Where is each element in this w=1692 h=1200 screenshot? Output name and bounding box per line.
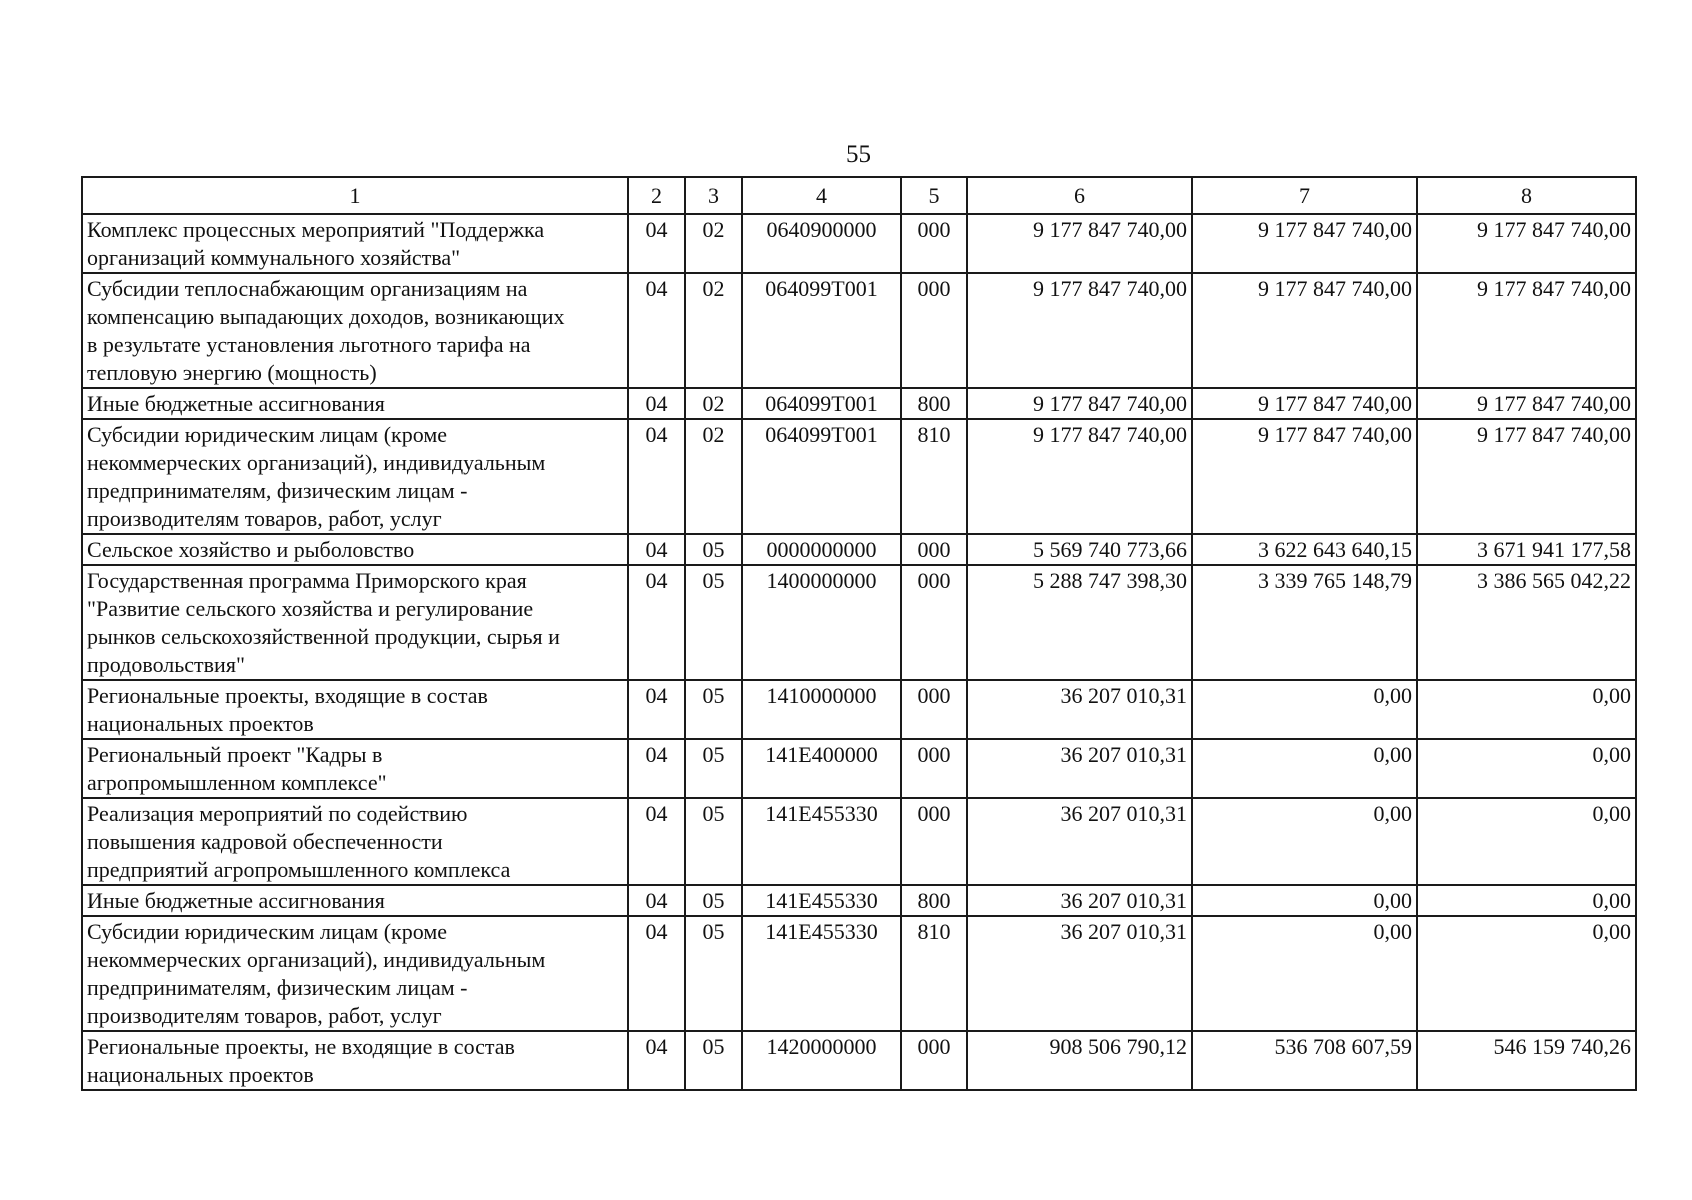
table-row	[82, 739, 1636, 798]
expense-type-cell: 800	[901, 885, 967, 916]
amount-col7-cell: 0,00	[1192, 739, 1417, 798]
row-name-line: в результате установления льготного тарифа на	[87, 332, 531, 357]
table-row	[82, 419, 1636, 534]
row-name-line: Региональные проекты, входящие в состав	[87, 683, 488, 708]
amount-col6-cell: 36 207 010,31	[967, 916, 1192, 1031]
expense-type-cell: 000	[901, 214, 967, 273]
amount-col7-cell: 9 177 847 740,00	[1192, 273, 1417, 388]
amount-col7-cell: 3 339 765 148,79	[1192, 565, 1417, 680]
table-row	[82, 565, 1636, 680]
row-name-cell	[82, 1031, 628, 1090]
amount-col6-cell: 5 288 747 398,30	[967, 565, 1192, 680]
column-header-2: 2	[628, 177, 685, 214]
target-article-cell: 0640900000	[742, 214, 901, 273]
target-article-cell: 1420000000	[742, 1031, 901, 1090]
expense-type-cell: 810	[901, 916, 967, 1031]
row-name-cell	[82, 916, 628, 1031]
row-name-line: повышения кадровой обеспеченности	[87, 829, 443, 854]
row-name-line: некоммерческих организаций), индивидуальным	[87, 450, 546, 475]
amount-col7-cell: 9 177 847 740,00	[1192, 214, 1417, 273]
subsection-code-cell: 02	[685, 419, 742, 534]
row-name-line: Иные бюджетные ассигнования	[87, 391, 385, 416]
row-name-cell	[82, 534, 628, 565]
row-name-line: компенсацию выпадающих доходов, возникающих	[87, 304, 565, 329]
row-name-line: некоммерческих организаций), индивидуальным	[87, 947, 546, 972]
row-name-line: Субсидии теплоснабжающим организациям на	[87, 276, 528, 301]
target-article-cell: 064099Т001	[742, 419, 901, 534]
subsection-code-cell: 05	[685, 739, 742, 798]
expense-type-cell: 800	[901, 388, 967, 419]
table-row	[82, 214, 1636, 273]
amount-col8-cell: 9 177 847 740,00	[1417, 273, 1636, 388]
amount-col8-cell: 3 386 565 042,22	[1417, 565, 1636, 680]
expense-type-cell: 000	[901, 798, 967, 885]
table-row	[82, 273, 1636, 388]
row-name-line: Реализация мероприятий по содействию	[87, 801, 468, 826]
row-name-cell	[82, 273, 628, 388]
target-article-cell: 141Е455330	[742, 885, 901, 916]
amount-col7-cell: 0,00	[1192, 680, 1417, 739]
target-article-cell: 1400000000	[742, 565, 901, 680]
row-name-line: национальных проектов	[87, 1062, 314, 1087]
section-code-cell: 04	[628, 419, 685, 534]
row-name-cell	[82, 419, 628, 534]
row-name-line: тепловую энергию (мощность)	[87, 360, 377, 385]
amount-col6-cell: 9 177 847 740,00	[967, 214, 1192, 273]
amount-col7-cell: 0,00	[1192, 798, 1417, 885]
row-name-line: Государственная программа Приморского края	[87, 568, 527, 593]
row-name-line: предпринимателям, физическим лицам -	[87, 975, 468, 1000]
expense-type-cell: 000	[901, 680, 967, 739]
subsection-code-cell: 05	[685, 680, 742, 739]
row-name-cell	[82, 798, 628, 885]
expense-type-cell: 810	[901, 419, 967, 534]
target-article-cell: 141Е400000	[742, 739, 901, 798]
row-name-line: национальных проектов	[87, 711, 314, 736]
row-name-line: производителям товаров, работ, услуг	[87, 506, 442, 531]
row-name-cell	[82, 214, 628, 273]
subsection-code-cell: 02	[685, 388, 742, 419]
header-row	[82, 177, 1636, 214]
section-code-cell: 04	[628, 214, 685, 273]
column-header-1: 1	[82, 177, 628, 214]
table-row	[82, 1031, 1636, 1090]
amount-col6-cell: 36 207 010,31	[967, 739, 1192, 798]
amount-col7-cell: 3 622 643 640,15	[1192, 534, 1417, 565]
target-article-cell: 064099Т001	[742, 273, 901, 388]
subsection-code-cell: 02	[685, 214, 742, 273]
expense-type-cell: 000	[901, 739, 967, 798]
section-code-cell: 04	[628, 798, 685, 885]
column-header-8: 8	[1417, 177, 1636, 214]
amount-col6-cell: 9 177 847 740,00	[967, 273, 1192, 388]
table-row	[82, 798, 1636, 885]
amount-col6-cell: 36 207 010,31	[967, 680, 1192, 739]
section-code-cell: 04	[628, 885, 685, 916]
amount-col7-cell: 9 177 847 740,00	[1192, 388, 1417, 419]
amount-col6-cell: 908 506 790,12	[967, 1031, 1192, 1090]
section-code-cell: 04	[628, 565, 685, 680]
column-header-3: 3	[685, 177, 742, 214]
target-article-cell: 064099Т001	[742, 388, 901, 419]
table-row	[82, 388, 1636, 419]
row-name-line: агропромышленном комплексе"	[87, 770, 387, 795]
row-name-cell	[82, 885, 628, 916]
amount-col7-cell: 536 708 607,59	[1192, 1031, 1417, 1090]
section-code-cell: 04	[628, 273, 685, 388]
row-name-line: Региональные проекты, не входящие в состав	[87, 1034, 515, 1059]
amount-col6-cell: 36 207 010,31	[967, 798, 1192, 885]
row-name-cell	[82, 739, 628, 798]
subsection-code-cell: 05	[685, 565, 742, 680]
subsection-code-cell: 05	[685, 534, 742, 565]
amount-col8-cell: 0,00	[1417, 739, 1636, 798]
target-article-cell: 1410000000	[742, 680, 901, 739]
amount-col7-cell: 0,00	[1192, 885, 1417, 916]
subsection-code-cell: 02	[685, 273, 742, 388]
amount-col6-cell: 36 207 010,31	[967, 885, 1192, 916]
row-name-line: организаций коммунального хозяйства"	[87, 245, 461, 270]
table-row	[82, 885, 1636, 916]
expense-type-cell: 000	[901, 565, 967, 680]
amount-col8-cell: 0,00	[1417, 885, 1636, 916]
column-header-4: 4	[742, 177, 901, 214]
row-name-line: предпринимателям, физическим лицам -	[87, 478, 468, 503]
subsection-code-cell: 05	[685, 885, 742, 916]
amount-col8-cell: 546 159 740,26	[1417, 1031, 1636, 1090]
section-code-cell: 04	[628, 1031, 685, 1090]
row-name-line: "Развитие сельского хозяйства и регулирование	[87, 596, 534, 621]
section-code-cell: 04	[628, 534, 685, 565]
amount-col8-cell: 0,00	[1417, 798, 1636, 885]
row-name-line: рынков сельскохозяйственной продукции, сырья и	[87, 624, 560, 649]
row-name-line: производителям товаров, работ, услуг	[87, 1003, 442, 1028]
section-code-cell: 04	[628, 739, 685, 798]
expense-type-cell: 000	[901, 1031, 967, 1090]
column-header-5: 5	[901, 177, 967, 214]
column-header-6: 6	[967, 177, 1192, 214]
section-code-cell: 04	[628, 680, 685, 739]
row-name-line: продовольствия"	[87, 652, 245, 677]
column-header-7: 7	[1192, 177, 1417, 214]
section-code-cell: 04	[628, 916, 685, 1031]
section-code-cell: 04	[628, 388, 685, 419]
target-article-cell: 141Е455330	[742, 916, 901, 1031]
row-name-cell	[82, 680, 628, 739]
budget-table	[81, 176, 1637, 1091]
amount-col8-cell: 0,00	[1417, 916, 1636, 1031]
expense-type-cell: 000	[901, 534, 967, 565]
amount-col6-cell: 9 177 847 740,00	[967, 419, 1192, 534]
target-article-cell: 0000000000	[742, 534, 901, 565]
amount-col7-cell: 9 177 847 740,00	[1192, 419, 1417, 534]
amount-col8-cell: 0,00	[1417, 680, 1636, 739]
amount-col7-cell: 0,00	[1192, 916, 1417, 1031]
table-row	[82, 680, 1636, 739]
row-name-line: Региональный проект "Кадры в	[87, 742, 383, 767]
row-name-line: Сельское хозяйство и рыболовство	[87, 537, 415, 562]
target-article-cell: 141Е455330	[742, 798, 901, 885]
subsection-code-cell: 05	[685, 798, 742, 885]
row-name-cell	[82, 388, 628, 419]
row-name-line: Субсидии юридическим лицам (кроме	[87, 422, 448, 447]
amount-col6-cell: 5 569 740 773,66	[967, 534, 1192, 565]
expense-type-cell: 000	[901, 273, 967, 388]
row-name-line: Иные бюджетные ассигнования	[87, 888, 385, 913]
amount-col6-cell: 9 177 847 740,00	[967, 388, 1192, 419]
row-name-line: Комплекс процессных мероприятий "Поддержка	[87, 217, 545, 242]
amount-col8-cell: 9 177 847 740,00	[1417, 388, 1636, 419]
amount-col8-cell: 9 177 847 740,00	[1417, 419, 1636, 534]
table-row	[82, 534, 1636, 565]
table-row	[82, 916, 1636, 1031]
row-name-line: предприятий агропромышленного комплекса	[87, 857, 511, 882]
row-name-line: Субсидии юридическим лицам (кроме	[87, 919, 448, 944]
amount-col8-cell: 9 177 847 740,00	[1417, 214, 1636, 273]
subsection-code-cell: 05	[685, 1031, 742, 1090]
page-number: 55	[846, 141, 871, 168]
row-name-cell	[82, 565, 628, 680]
subsection-code-cell: 05	[685, 916, 742, 1031]
amount-col8-cell: 3 671 941 177,58	[1417, 534, 1636, 565]
